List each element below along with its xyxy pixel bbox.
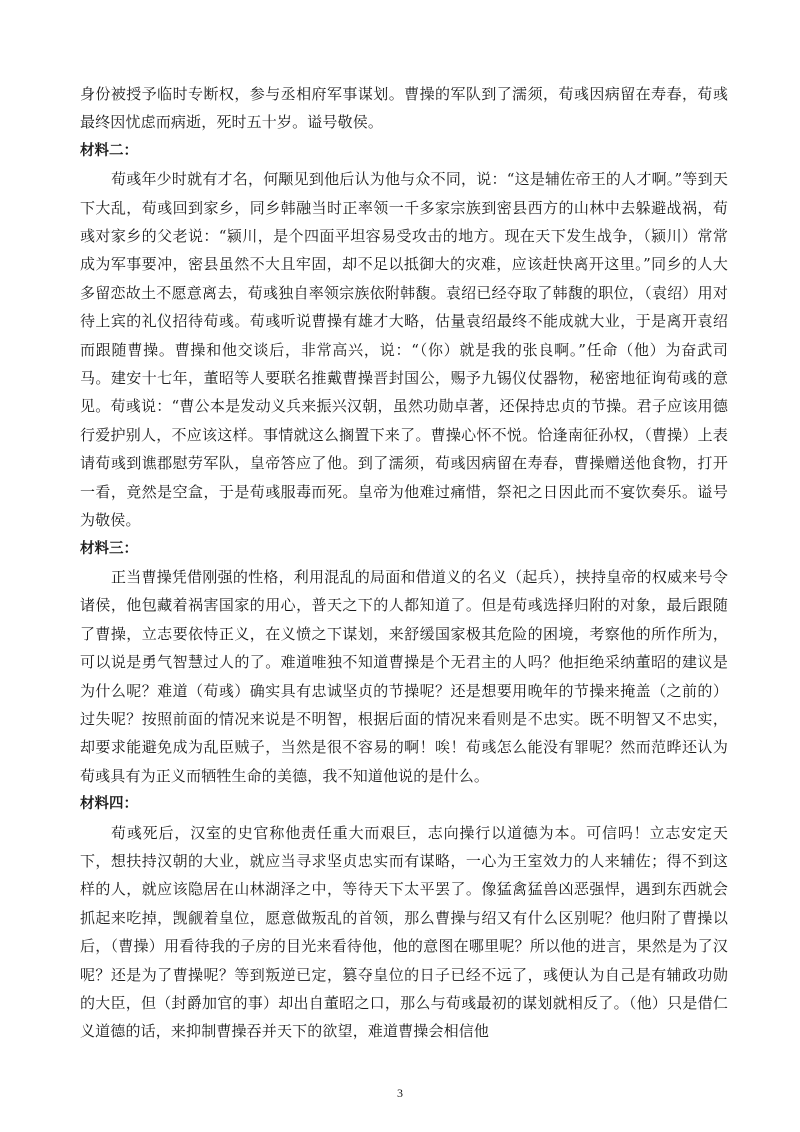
section-heading-material-4: 材料四： [80, 796, 138, 813]
section-paragraph-material-3: 正当曹操凭借刚强的性格，利用混乱的局面和借道义的名义（起兵），挟持皇帝的权威来号令诸侯，他包藏着祸害国家的用心，普天之下的人都知道了。但是荀彧选择归附的对象，最后跟随了曹操，立志要依恃正义，在义愤之下谋划，来舒缓国家极其危险的困境，考察他的所作所为，可以说是勇气智慧过人的了。难道唯独不知道曹操是个无君主的人吗？他拒绝采纳董昭的建议是为什么呢？难道（荀彧）确实具有忠诚坚贞的节操呢？还是想要用晚年的节操来掩盖（之前的）过失呢？按照前面的情况来说是不明智，根据后面的情况来看则是不忠实。既不明智又不忠实，却要求能避免成为乱臣贼子，当然是很不容易的啊！唉！荀彧怎么能没有罪呢？然而范晔还认为荀彧具有为正义而牺牲生命的美德，我不知道他说的是什么。 [80, 567, 728, 785]
section-paragraph-material-4: 荀彧死后，汉室的史官称他责任重大而艰巨，志向操行以道德为本。可信吗！立志安定天下，想扶持汉朝的大业，就应当寻求坚贞忠实而有谋略，一心为王室效力的人来辅佐；得不到这样的人，就应该隐居在山林湖泽之中，等待天下太平罢了。像猛禽猛兽凶恶强悍，遇到东西就会抓起来吃掉，觊觎着皇位，愿意做叛乱的首领，那么曹操与绍又有什么区别呢？他归附了曹操以后，（曹操）用看待我的子房的目光来看待他，他的意图在哪里呢？所以他的进言，果然是为了汉呢？还是为了曹操呢？等到叛逆已定，篡夺皇位的日子已经不远了，彧便认为自己是有辅政功勋的大臣，但（封爵加官的事）却出自董昭之口，那么与荀彧最初的谋划就相反了。（他）只是借仁义道德的话，来抑制曹操吞并天下的欲望，难道曹操会相信他 [80, 823, 728, 1041]
continuation-paragraph: 身份被授予临时专断权，参与丞相府军事谋划。曹操的军队到了濡须，荀彧因病留在寿春，荀彧最终因忧虑而病逝，死时五十岁。谥号敬侯。 [80, 85, 728, 132]
document-body [80, 80, 728, 1046]
section-heading-material-3: 材料三： [80, 540, 138, 557]
page-number: 3 [397, 1086, 403, 1100]
section-paragraph-material-2: 荀彧年少时就有才名，何颙见到他后认为他与众不同，说：“这是辅佐帝王的人才啊。”等到天下大乱，荀彧回到家乡，同乡韩融当时正率领一千多家宗族到密县西方的山林中去躲避战祸，荀彧对家乡的父老说：“颍川，是个四面平坦容易受攻击的地方。现在天下发生战争，（颍川）常常成为军事要冲，密县虽然不大且牢固，却不足以抵御大的灾难，应该赶快离开这里。”同乡的人大多留恋故土不愿意离去，荀彧独自率领宗族依附韩馥。袁绍已经夺取了韩馥的职位，（袁绍）用对待上宾的礼仪招待荀彧。荀彧听说曹操有雄才大略，估量袁绍最终不能成就大业，于是离开袁绍而跟随曹操。曹操和他交谈后，非常高兴，说：“（你）就是我的张良啊。”任命（他）为奋武司马。建安十七年，董昭等人要联名推戴曹操晋封国公，赐予九锡仪仗器物，秘密地征询荀彧的意见。荀彧说：“曹公本是发动义兵来振兴汉朝，虽然功勋卓著，还保持忠贞的节操。君子应该用德行爱护别人，不应该这样。事情就这么搁置下来了。曹操心怀不悦。恰逢南征孙权，（曹操）上表请荀彧到谯郡慰劳军队，皇帝答应了他。到了濡须，荀彧因病留在寿春，曹操赠送他食物，打开一看，竟然是空盒，于是荀彧服毒而死。皇帝为他难过痛惜，祭祀之日因此而不宴饮奏乐。谥号为敬侯。 [80, 170, 728, 530]
section-heading-material-2: 材料二： [80, 142, 138, 159]
